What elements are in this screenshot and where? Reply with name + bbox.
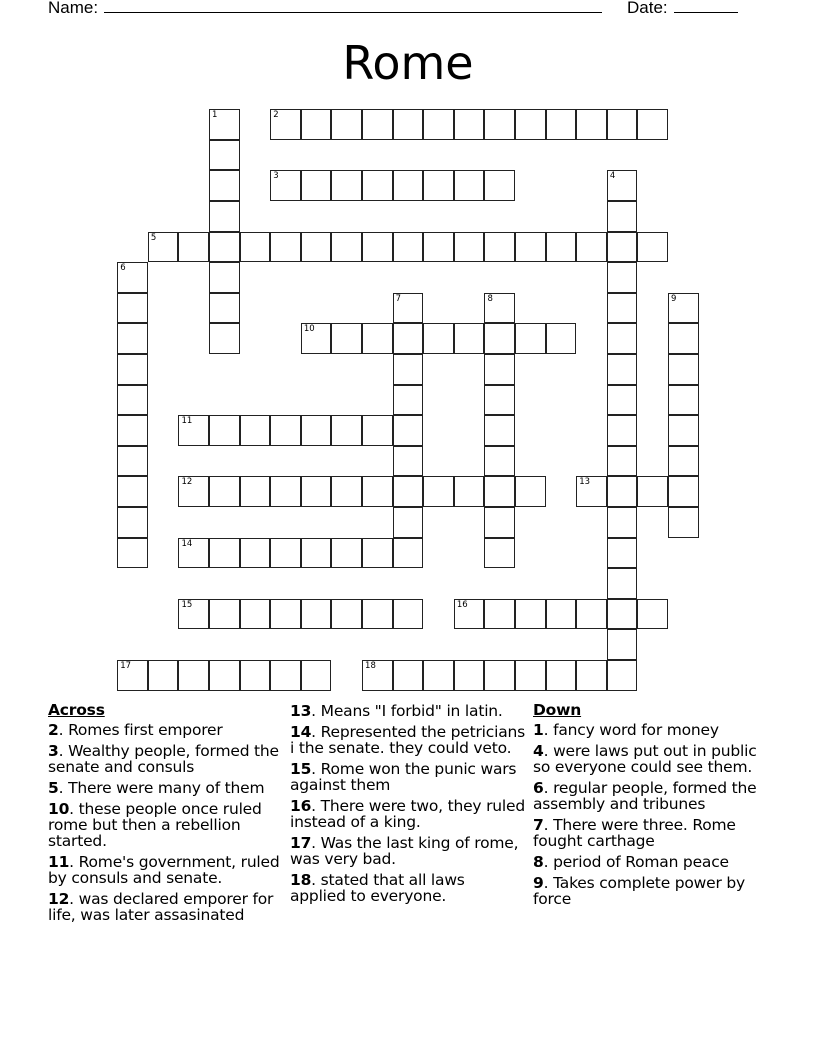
grid-cell[interactable] [484,385,515,416]
grid-cell[interactable] [668,354,699,385]
grid-cell[interactable] [362,232,393,263]
grid-cell[interactable] [117,385,148,416]
grid-cell[interactable] [362,323,393,354]
grid-cell[interactable] [331,476,362,507]
across-heading: Across [48,701,105,719]
grid-cell[interactable] [607,323,638,354]
grid-cell[interactable] [117,323,148,354]
grid-cell[interactable] [331,415,362,446]
grid-cell[interactable] [423,170,454,201]
grid-cell[interactable] [454,476,485,507]
grid-cell[interactable] [423,476,454,507]
grid-cell[interactable] [576,599,607,630]
clue-item: 17. Was the last king of rome, was very bad. [290,834,519,868]
clue-text: Was the last king of rome, was very bad. [290,834,519,868]
clue-text: Rome's government, ruled by consuls and senate. [48,853,280,887]
clue-number: 3 [48,742,59,760]
grid-cell[interactable] [668,476,699,507]
clue-item: 8. period of Roman peace [533,853,729,871]
grid-cell[interactable] [454,232,485,263]
grid-cell[interactable] [117,446,148,477]
grid-cell[interactable] [607,568,638,599]
grid-cell[interactable] [270,232,301,263]
grid-cell[interactable] [607,109,638,140]
grid-cell[interactable] [117,660,148,691]
grid-cell[interactable] [607,629,638,660]
grid-cell[interactable] [484,507,515,538]
grid-cell[interactable] [423,232,454,263]
clues-column-2 [290,703,525,909]
clue-number: 9 [533,874,544,892]
grid-cell[interactable] [178,660,209,691]
grid-cell[interactable] [515,599,546,630]
grid-cell[interactable] [393,538,424,569]
grid-cell[interactable] [362,415,393,446]
grid-cell[interactable] [117,293,148,324]
grid-cell[interactable] [301,170,332,201]
clue-text: Represented the petricians i the senate. they could veto. [290,723,525,757]
grid-cell[interactable] [209,660,240,691]
grid-cell[interactable] [240,476,271,507]
grid-cell[interactable] [607,599,638,630]
clue-item: 15. Rome won the punic wars against them [290,760,517,794]
grid-cell[interactable] [484,109,515,140]
grid-cell[interactable] [209,262,240,293]
grid-cell[interactable] [301,660,332,691]
grid-cell[interactable] [484,170,515,201]
clue-number: 10 [303,324,315,335]
clue-text: was declared emporer for life, was later assasinated [48,890,274,924]
page-title: Rome [342,36,474,90]
grid-cell[interactable] [209,323,240,354]
clue-number: 12 [48,890,70,908]
grid-cell[interactable] [270,415,301,446]
grid-cell[interactable] [117,476,148,507]
grid-cell[interactable] [240,538,271,569]
grid-cell[interactable] [484,323,515,354]
clue-number: 18 [365,661,376,672]
clue-item: 9. Takes complete power by force [533,874,745,908]
grid-cell[interactable] [607,354,638,385]
clue-number: 15 [290,760,312,778]
clue-item: 7. There were three. Rome fought carthage [533,816,736,850]
grid-cell[interactable] [240,660,271,691]
grid-cell[interactable] [178,538,209,569]
clue-text: Wealthy people, formed the senate and consuls [48,742,279,776]
grid-cell[interactable] [484,476,515,507]
grid-cell[interactable] [393,323,424,354]
grid-cell[interactable] [637,232,668,263]
clue-text: There were three. Rome fought carthage [533,816,736,850]
clue-item: 6. regular people, formed the assembly and tribunes [533,779,757,813]
clue-item: 13. Means "I forbid" in latin. [290,702,503,720]
clue-number: 11 [181,416,193,427]
grid-cell[interactable] [546,323,577,354]
clue-item: 4. were laws put out in public so everyone could see them. [533,742,757,776]
grid-cell[interactable] [637,109,668,140]
grid-cell[interactable] [301,415,332,446]
grid-cell[interactable] [668,293,699,324]
clue-number: 4 [533,742,544,760]
grid-cell[interactable] [270,170,301,201]
clue-number: 6 [120,263,126,274]
grid-cell[interactable] [331,538,362,569]
grid-cell[interactable] [607,446,638,477]
clue-number: 6 [533,779,544,797]
grid-cell[interactable] [668,507,699,538]
grid-cell[interactable] [637,599,668,630]
clue-item: 18. stated that all laws applied to everyone. [290,871,465,905]
grid-cell[interactable] [301,323,332,354]
clue-number: 14 [290,723,312,741]
grid-cell[interactable] [148,232,179,263]
grid-cell[interactable] [668,415,699,446]
grid-cell[interactable] [301,476,332,507]
date-field[interactable] [627,0,738,18]
grid-cell[interactable] [209,170,240,201]
grid-cell[interactable] [331,599,362,630]
grid-cell[interactable] [454,323,485,354]
clue-number: 2 [48,721,59,739]
grid-cell[interactable] [484,354,515,385]
grid-cell[interactable] [668,385,699,416]
grid-cell[interactable] [484,293,515,324]
grid-cell[interactable] [668,446,699,477]
grid-cell[interactable] [270,476,301,507]
clue-number: 2 [273,110,279,121]
grid-cell[interactable] [393,507,424,538]
grid-cell[interactable] [117,262,148,293]
grid-cell[interactable] [637,476,668,507]
grid-cell[interactable] [423,660,454,691]
grid-cell[interactable] [576,660,607,691]
clue-number: 13 [290,702,312,720]
grid-cell[interactable] [454,660,485,691]
grid-cell[interactable] [607,232,638,263]
grid-cell[interactable] [423,323,454,354]
grid-cell[interactable] [209,232,240,263]
grid-cell[interactable] [331,232,362,263]
grid-cell[interactable] [209,140,240,171]
grid-cell[interactable] [301,599,332,630]
grid-cell[interactable] [178,415,209,446]
grid-cell[interactable] [270,660,301,691]
grid-cell[interactable] [209,538,240,569]
grid-cell[interactable] [515,660,546,691]
grid-cell[interactable] [117,415,148,446]
grid-cell[interactable] [607,385,638,416]
grid-cell[interactable] [301,232,332,263]
grid-cell[interactable] [240,232,271,263]
grid-cell[interactable] [270,109,301,140]
grid-cell[interactable] [301,538,332,569]
name-field[interactable] [48,0,602,18]
clue-number: 12 [181,477,193,488]
clue-item: 5. There were many of them [48,779,265,797]
grid-cell[interactable] [668,323,699,354]
date-label: Date: [627,0,668,17]
clue-number: 5 [150,232,157,243]
grid-cell[interactable] [484,660,515,691]
grid-cell[interactable] [607,262,638,293]
clue-item: 2. Romes first emporer [48,721,223,739]
grid-cell[interactable] [393,599,424,630]
grid-cell[interactable] [576,109,607,140]
clues-column-3 [533,700,773,912]
clue-number: 18 [290,871,312,889]
clue-number: 5 [48,779,59,797]
clue-number: 16 [456,599,468,610]
clue-text: period of Roman peace [553,853,729,871]
grid-cell[interactable] [362,170,393,201]
clue-number: 14 [181,538,193,549]
grid-cell[interactable] [484,538,515,569]
clue-number: 8 [487,293,493,304]
grid-cell[interactable] [454,109,485,140]
clue-number: 8 [533,853,544,871]
grid-cell[interactable] [270,538,301,569]
grid-cell[interactable] [393,109,424,140]
clue-text: these people once ruled rome but then a rebellion started. [48,800,262,850]
clue-item: 1. fancy word for money [533,721,719,739]
grid-cell[interactable] [393,293,424,324]
clue-number: 15 [181,599,193,610]
grid-cell[interactable] [607,476,638,507]
clue-number: 1 [212,110,218,121]
clue-number: 3 [273,171,279,182]
grid-cell[interactable] [209,293,240,324]
clue-number: 7 [533,816,544,834]
clue-number: 13 [579,477,591,488]
grid-cell[interactable] [393,170,424,201]
grid-cell[interactable] [393,476,424,507]
clue-text: fancy word for money [553,721,719,739]
grid-cell[interactable] [178,599,209,630]
grid-cell[interactable] [362,538,393,569]
grid-cell[interactable] [301,109,332,140]
clues-column-1 [48,700,288,928]
grid-cell[interactable] [484,599,515,630]
clue-text: Rome won the punic wars against them [290,760,517,794]
grid-cell[interactable] [484,232,515,263]
clue-text: were laws put out in public so everyone could see them. [533,742,757,776]
grid-cell[interactable] [393,232,424,263]
grid-cell[interactable] [454,170,485,201]
clue-item: 3. Wealthy people, formed the senate and consuls [48,742,279,776]
grid-cell[interactable] [209,476,240,507]
grid-cell[interactable] [393,660,424,691]
grid-cell[interactable] [607,201,638,232]
grid-cell[interactable] [546,232,577,263]
grid-cell[interactable] [270,599,301,630]
grid-cell[interactable] [117,354,148,385]
grid-cell[interactable] [607,293,638,324]
grid-cell[interactable] [178,232,209,263]
grid-cell[interactable] [393,385,424,416]
grid-cell[interactable] [484,415,515,446]
clue-text: Means "I forbid" in latin. [320,702,503,720]
clue-number: 7 [395,293,402,304]
clue-text: regular people, formed the assembly and tribunes [533,779,757,813]
grid-cell[interactable] [209,415,240,446]
grid-cell[interactable] [362,476,393,507]
grid-cell[interactable] [209,201,240,232]
grid-cell[interactable] [515,323,546,354]
clue-item: 12. was declared emporer for life, was later assasinated [48,890,274,924]
grid-cell[interactable] [331,109,362,140]
grid-cell[interactable] [546,660,577,691]
grid-cell[interactable] [576,476,607,507]
grid-cell[interactable] [117,538,148,569]
grid-cell[interactable] [117,507,148,538]
clue-number: 17 [120,661,132,672]
grid-cell[interactable] [423,109,454,140]
clue-text: Romes first emporer [68,721,223,739]
grid-cell[interactable] [607,415,638,446]
clue-number: 11 [48,853,70,871]
name-label: Name: [48,0,99,17]
clue-text: stated that all laws applied to everyone. [290,871,465,905]
clue-number: 1 [533,721,544,739]
grid-cell[interactable] [331,170,362,201]
grid-cell[interactable] [515,476,546,507]
clue-number: 9 [671,293,677,304]
grid-cell[interactable] [240,415,271,446]
clue-number: 16 [290,797,312,815]
grid-cell[interactable] [362,660,393,691]
grid-cell[interactable] [362,109,393,140]
clue-number: 17 [290,834,312,852]
grid-cell[interactable] [148,660,179,691]
grid-cell[interactable] [362,599,393,630]
grid-cell[interactable] [607,170,638,201]
grid-cell[interactable] [209,109,240,140]
clue-item: 11. Rome's government, ruled by consuls and senate. [48,853,280,887]
clue-item: 10. these people once ruled rome but then a rebellion started. [48,800,262,850]
grid-cell[interactable] [454,599,485,630]
grid-cell[interactable] [515,232,546,263]
grid-cell[interactable] [576,232,607,263]
clue-item: 16. There were two, they ruled instead of a king. [290,797,525,831]
grid-cell[interactable] [209,599,240,630]
grid-cell[interactable] [607,538,638,569]
grid-cell[interactable] [240,599,271,630]
grid-cell[interactable] [607,507,638,538]
clue-item: 14. Represented the petricians i the senate. they could veto. [290,723,525,757]
grid-cell[interactable] [546,599,577,630]
down-heading: Down [533,701,582,719]
grid-cell[interactable] [178,476,209,507]
grid-cell[interactable] [393,446,424,477]
clue-text: Takes complete power by force [533,874,745,908]
grid-cell[interactable] [546,109,577,140]
clue-text: There were many of them [68,779,265,797]
date-line[interactable] [674,0,738,13]
grid-cell[interactable] [393,354,424,385]
clue-text: There were two, they ruled instead of a king. [290,797,525,831]
grid-cell[interactable] [331,323,362,354]
name-line[interactable] [104,0,602,13]
clue-number: 4 [609,171,616,182]
grid-cell[interactable] [515,109,546,140]
grid-cell[interactable] [393,415,424,446]
grid-cell[interactable] [607,660,638,691]
clue-number: 10 [48,800,70,818]
grid-cell[interactable] [484,446,515,477]
